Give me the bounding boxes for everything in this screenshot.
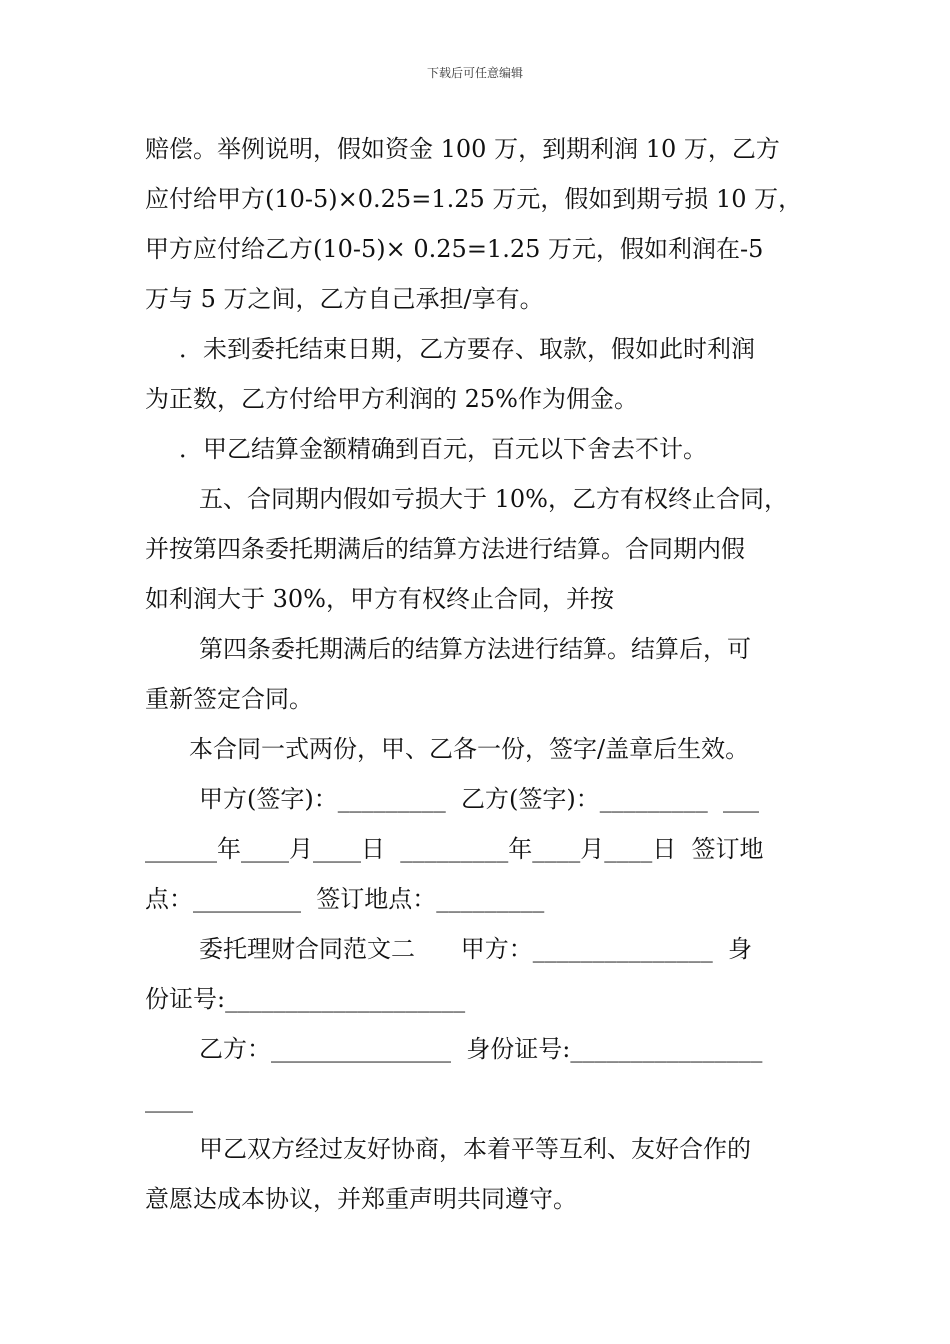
text-line: 如利润大于 30%，甲方有权终止合同，并按: [145, 585, 614, 613]
page-header-note: 下载后可任意编辑: [426, 66, 523, 80]
text-line: 份证号:____________________: [145, 985, 466, 1013]
text-line: 第四条委托期满后的结算方法进行结算。结算后，可: [199, 635, 751, 663]
text-line: 乙方：_______________ 身份证号:________________: [199, 1035, 763, 1063]
text-line: 甲方(签字)：_________ 乙方(签字)：_________ ___: [199, 785, 759, 813]
text-line: 本合同一式两份，甲、乙各一份，签字/盖章后生效。: [189, 735, 750, 763]
text-line: 应付给甲方(10-5)×0.25=1.25 万元，假如到期亏损 10 万，: [145, 185, 803, 213]
text-line: 甲乙双方经过友好协商，本着平等互利、友好合作的: [199, 1135, 751, 1163]
text-line: 委托理财合同范文二 甲方：_______________ 身: [199, 935, 753, 963]
text-line: 赔偿。举例说明，假如资金 100 万，到期利润 10 万，乙方: [145, 135, 780, 163]
text-line: 重新签定合同。: [145, 685, 313, 713]
text-line: 意愿达成本协议，并郑重声明共同遵守。: [145, 1185, 577, 1213]
text-line: 五、合同期内假如亏损大于 10%，乙方有权终止合同，: [199, 485, 788, 513]
document-body: [145, 124, 815, 1224]
text-line: 为正数，乙方付给甲方利润的 25%作为佣金。: [145, 385, 638, 413]
text-line: ______年____月____日 _________年____月____日 签订地: [145, 835, 764, 863]
text-line: 点：_________ 签订地点：_________: [145, 885, 545, 913]
text-line: 并按第四条委托期满后的结算方法进行结算。合同期内假: [145, 535, 745, 563]
text-line: ．甲乙结算金额精确到百元，百元以下舍去不计。: [179, 435, 707, 463]
text-line: ．未到委托结束日期，乙方要存、取款，假如此时利润: [179, 335, 755, 363]
text-line: ____: [145, 1085, 193, 1113]
text-line: 甲方应付给乙方(10-5)× 0.25=1.25 万元，假如利润在-5: [145, 235, 764, 263]
text-line: 万与 5 万之间，乙方自己承担/享有。: [145, 285, 544, 313]
